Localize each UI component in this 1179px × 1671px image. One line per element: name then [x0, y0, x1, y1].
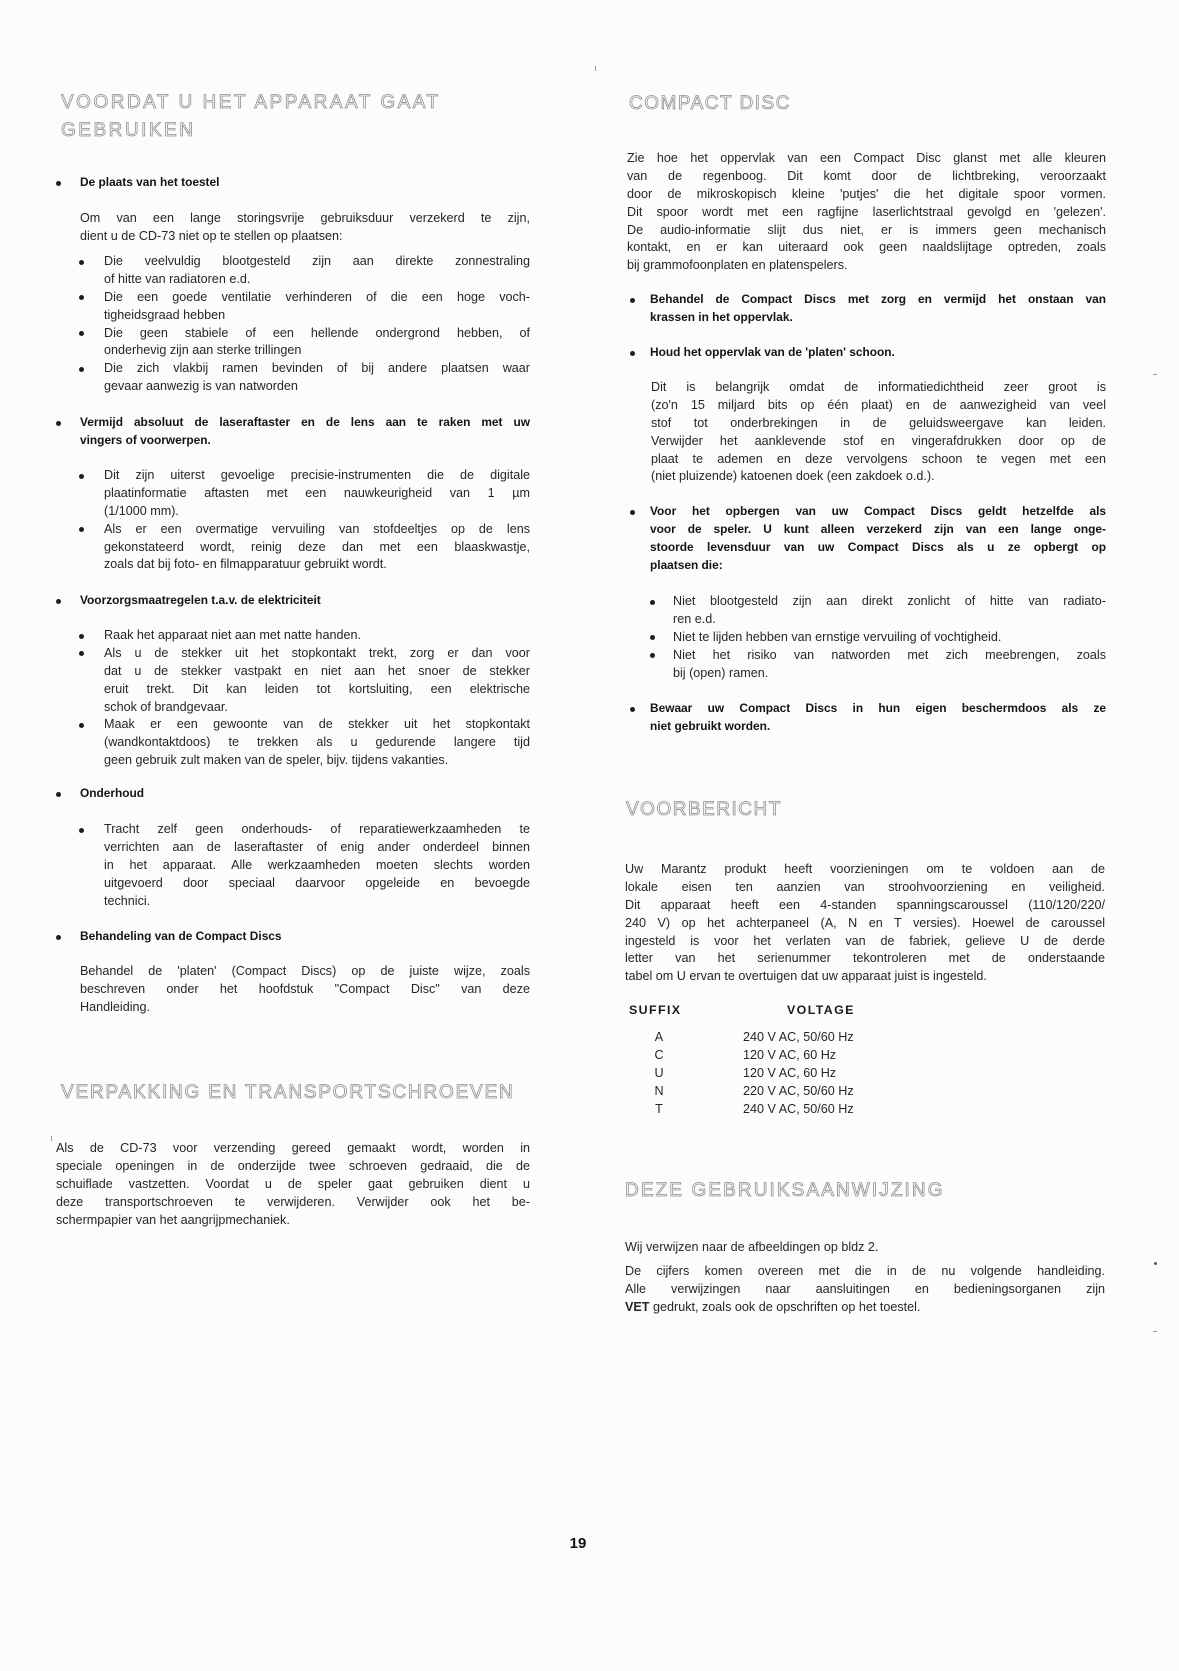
text-line: bij grammofoonplaten en platenspelers.: [627, 258, 848, 273]
heading-line: GEBRUIKEN: [61, 120, 196, 141]
text-line: De cijfers komen overeen met die in de nu volgende handleiding.: [625, 1264, 1105, 1278]
text-line: Behandel de Compact Discs met zorg en vermijd het onstaan van: [650, 292, 1106, 306]
scan-mark: [1154, 1262, 1157, 1265]
list-item: [56, 592, 530, 610]
text-line: 240 V) op het achterpaneel (A, N en T versies). Hoewel de caroussel: [625, 915, 1105, 930]
list-item: [79, 253, 530, 289]
text-line: vingers of voorwerpen.: [80, 432, 211, 447]
list-item: [630, 700, 1106, 736]
text-line-rest: gedrukt, zoals ook de opschriften op het toestel.: [653, 1299, 921, 1314]
bullet-heading-clean: [630, 344, 1106, 362]
text-line: krassen in het oppervlak.: [650, 309, 793, 324]
list-item: [79, 716, 530, 770]
bullet-icon: [630, 298, 635, 303]
section-heading-before-use: [61, 89, 441, 145]
text-line: Om van een lange storingsvrije gebruiksduur verzekerd te zijn,: [80, 211, 530, 225]
text-line: De audio-informatie slijt dus niet, er is immers geen mechanisch: [627, 222, 1106, 237]
list-item: [79, 645, 530, 717]
list-item: [630, 291, 1106, 327]
text-line: beschreven onder het hoofdstuk "Compact Disc" van deze: [80, 981, 530, 996]
list-item: [650, 647, 1106, 683]
text-line: Als de CD-73 voor verzending gereed gemaakt wordt, worden in: [56, 1141, 530, 1155]
bullet-heading-storage: [630, 503, 1106, 575]
bullet-icon: [56, 181, 61, 186]
placement-list: [79, 253, 530, 396]
text-line: Houd het oppervlak van de 'platen' schoon.: [650, 345, 895, 359]
text-line: Zie hoe het oppervlak van een Compact Disc glanst met alle kleuren: [627, 151, 1106, 165]
bullet-icon: [56, 599, 61, 604]
bullet-icon: [79, 828, 84, 833]
table-row: [640, 1029, 940, 1047]
text-line: schok of brandgevaar.: [104, 699, 228, 714]
text-line: (1/1000 mm).: [104, 503, 179, 518]
list-item: [56, 174, 530, 192]
text-line: Niet blootgesteld zijn aan direkt zonlicht of hitte van radiato-: [673, 594, 1106, 608]
text-line: Als u de stekker uit het stopkontakt trekt, zorg er dan voor: [104, 645, 530, 660]
list-item: [56, 414, 530, 450]
text-line: [625, 1299, 1105, 1317]
text-line: in het apparaat. Alle werkzaamheden moeten slechts worden: [104, 857, 530, 872]
table-row: [640, 1047, 940, 1065]
list-item: [650, 629, 1106, 647]
text-line: Die zich vlakbij ramen bevinden of bij andere plaatsen waar: [104, 361, 530, 376]
bullet-icon: [79, 474, 84, 479]
voltage-cell: 120 V AC, 60 Hz: [743, 1065, 837, 1080]
voltage-cell: 240 V AC, 50/60 Hz: [743, 1030, 854, 1044]
text-line: dient u de CD-73 niet op te stellen op plaatsen:: [80, 228, 343, 243]
text-line: plaatsen die:: [650, 557, 723, 572]
text-line: schermpapier van het aangrijpmechaniek.: [56, 1212, 290, 1227]
bullet-heading-placement: [56, 174, 530, 192]
bullet-icon: [79, 527, 84, 532]
text-line: deze transportschroeven te verwijderen. Verwijder ook het be-: [56, 1194, 530, 1209]
table-header-suffix: SUFFIX: [629, 1003, 682, 1017]
electricity-list: [79, 627, 530, 770]
text-line: Niet te lijden hebben van ernstige vervuiling of vochtigheid.: [673, 629, 1002, 644]
text-line: voor de speler. U kunt alleen verzekerd zijn van een lange onge-: [650, 521, 1106, 536]
bullet-heading-handle: [630, 291, 1106, 327]
bullet-icon: [79, 723, 84, 728]
text-line: Behandeling van de Compact Discs: [80, 929, 282, 943]
storage-list: [650, 593, 1106, 682]
text-line: De plaats van het toestel: [80, 175, 220, 189]
list-item: [79, 289, 530, 325]
compact-disc-intro: [627, 150, 1106, 275]
bullet-icon: [630, 351, 635, 356]
bullet-icon: [79, 295, 84, 300]
text-line: gekonstateerd wordt, reinig deze dan met een blaaskwastje,: [104, 539, 530, 554]
text-line: ingesteld is voor het verlaten van de fabriek, gelieve U de derde: [625, 933, 1105, 948]
text-line: Alle verwijzingen naar aansluitingen en bedieningsorganen zijn: [625, 1281, 1105, 1296]
text-line: gevaar aanwezig is van natworden: [104, 379, 298, 394]
text-line: tigheidsgraad hebben: [104, 307, 226, 322]
list-item: [630, 503, 1106, 575]
discs-paragraph: [80, 963, 530, 1017]
list-item: [79, 821, 530, 910]
table-row: [640, 1083, 940, 1101]
text-line: Verwijder het aanklevende stof en vingerafdrukken door op de: [651, 433, 1106, 448]
bullet-icon: [79, 260, 84, 265]
text-line: ren e.d.: [673, 611, 716, 626]
text-line: kontakt, en er kan uiteraard ook geen naaldslijtage optreden, zoals: [627, 240, 1106, 255]
text-line: Wij verwijzen naar de afbeeldingen op bldz 2.: [625, 1240, 879, 1254]
suffix-cell: T: [655, 1101, 663, 1116]
text-line: eruit trekt. Dit kan leiden tot kortsluiting, een elektrische: [104, 681, 530, 696]
page-number: 19: [569, 1535, 587, 1552]
text-line: Onderhoud: [80, 786, 145, 800]
table-row: [640, 1065, 940, 1083]
list-item: [79, 360, 530, 396]
scan-mark: [1153, 374, 1157, 375]
text-line: Uw Marantz produkt heeft voorzieningen om te voldoen aan de: [625, 862, 1105, 876]
text-line: Behandel de 'platen' (Compact Discs) op de juiste wijze, zoals: [80, 964, 530, 978]
list-item: [56, 928, 530, 946]
section-heading-manual: DEZE GEBRUIKSAANWIJZING: [625, 1180, 945, 1201]
text-line: dat u de stekker vastpakt en niet aan het snoer de stekker: [104, 663, 530, 678]
manual-reference: [625, 1239, 1105, 1257]
suffix-cell: U: [654, 1065, 664, 1080]
manual-paragraph: [625, 1263, 1105, 1317]
section-heading-packing: VERPAKKING EN TRANSPORTSCHROEVEN: [61, 1082, 515, 1103]
voltage-cell: 220 V AC, 50/60 Hz: [743, 1083, 854, 1098]
text-line: letter van het serienummer tekontroleren met de onderstaande: [625, 951, 1105, 966]
list-item: [630, 344, 1106, 362]
text-line: lokale eisen ten aanzien van stroohvoorziening en veiligheid.: [625, 879, 1105, 894]
text-line: (niet pluizende) katoenen doek (een zakdoek o.d.).: [651, 469, 935, 484]
text-line: door de mikroskopisch kleine 'putjes' die het digitale spoor vormen.: [627, 186, 1106, 201]
text-line: verrichten aan de laseraftaster of enig ander onderdeel binnen: [104, 839, 530, 854]
text-line: Dit is belangrijk omdat de informatiedichtheid zeer groot is: [651, 380, 1106, 394]
text-line: Als er een overmatige vervuiling van stofdeeltjes op de lens: [104, 521, 530, 536]
text-line: plaat te ademen en deze vervolgens schoon te vegen met een: [651, 451, 1106, 466]
text-line: Niet het risiko van natworden met zich meebrengen, zoals: [673, 647, 1106, 662]
clean-paragraph: [651, 379, 1106, 486]
bullet-icon: [650, 635, 655, 640]
text-line: schuiflade vastzetten. Voordat u de speler gaat gebruiken dient u: [56, 1176, 530, 1191]
suffix-cell: A: [654, 1030, 664, 1044]
text-line: tabel om U ervan te overtuigen dat uw apparaat juist is ingesteld.: [625, 969, 987, 984]
bullet-icon: [56, 792, 61, 797]
voltage-cell: 120 V AC, 60 Hz: [743, 1047, 837, 1062]
text-line: van de regenboog. Dit komt door de lichtbreking, veroorzaakt: [627, 168, 1106, 183]
bullet-heading-laser: [56, 414, 530, 450]
suffix-cell: C: [654, 1047, 664, 1062]
text-line: Bewaar uw Compact Discs in hun eigen beschermdoos als ze: [650, 701, 1106, 715]
bullet-icon: [79, 634, 84, 639]
bullet-heading-discs: [56, 928, 530, 946]
bullet-icon: [650, 653, 655, 658]
text-line: plaatinformatie aftasten met een nauwkeurigheid van 1 µm: [104, 485, 530, 500]
section-heading-notice: VOORBERICHT: [626, 799, 782, 820]
heading-line: VOORDAT U HET APPARAAT GAAT: [61, 92, 441, 113]
bullet-icon: [56, 935, 61, 940]
text-line: Die geen stabiele of een hellende ondergrond hebben, of: [104, 325, 530, 340]
text-line: Dit spoor wordt met een ragfijne laserlichtstraal gevolgd en 'gelezen'.: [627, 204, 1106, 219]
text-line: Voor het opbergen van uw Compact Discs geldt hetzelfde als: [650, 504, 1106, 518]
text-line: geen gebruik zult maken van de speler, bijv. tijdens vakanties.: [104, 753, 449, 768]
table-header-voltage: VOLTAGE: [787, 1003, 855, 1017]
text-line: onderhevig zijn aan sterke trillingen: [104, 343, 302, 358]
text-line: Voorzorgsmaatregelen t.a.v. de elektriciteit: [80, 593, 321, 607]
text-line: niet gebruikt worden.: [650, 718, 771, 733]
notice-paragraph: [625, 861, 1105, 986]
laser-list: [79, 467, 530, 574]
suffix-cell: N: [654, 1083, 664, 1098]
text-line: bij (open) ramen.: [673, 665, 769, 680]
bullet-icon: [630, 510, 635, 515]
bullet-icon: [79, 367, 84, 372]
bullet-icon: [630, 707, 635, 712]
packing-paragraph: [56, 1140, 530, 1229]
text-line: Tracht zelf geen onderhouds- of reparatiewerkzaamheden te: [104, 822, 530, 836]
text-line: technici.: [104, 893, 151, 908]
voltage-cell: 240 V AC, 50/60 Hz: [743, 1101, 854, 1116]
bullet-icon: [79, 331, 84, 336]
text-line: Raak het apparaat niet aan met natte handen.: [104, 628, 361, 642]
text-line: Die veelvuldig blootgesteld zijn aan direkte zonnestraling: [104, 254, 530, 268]
list-item: [650, 593, 1106, 629]
text-line: of hitte van radiatoren e.d.: [104, 271, 251, 286]
placement-intro-paragraph: [80, 210, 530, 246]
bullet-heading-electricity: [56, 592, 530, 610]
text-line: stof tot onderbrekingen in de geluidsweergave kan leiden.: [651, 415, 1106, 430]
text-line: Die een goede ventilatie verhinderen of die een hoge voch-: [104, 289, 530, 304]
text-line: Vermijd absoluut de laseraftaster en de lens aan te raken met uw: [80, 415, 530, 429]
text-line: Dit apparaat heeft een 4-standen spanningscaroussel (110/120/220/: [625, 897, 1105, 912]
text-line: Handleiding.: [80, 999, 151, 1014]
text-line: uitgevoerd door speciaal daarvoor opgeleide en bevoegde: [104, 875, 530, 890]
list-item: [79, 627, 530, 645]
text-line: Dit zijn uiterst gevoelige precisie-instrumenten die de digitale: [104, 468, 530, 482]
bullet-heading-case: [630, 700, 1106, 736]
bullet-icon: [79, 651, 84, 656]
bullet-icon: [56, 421, 61, 426]
text-line: (wandkontaktdoos) te trekken als u gedurende langere tijd: [104, 735, 530, 750]
text-line: stoorde levensduur van uw Compact Discs als u ze opbergt op: [650, 539, 1106, 554]
table-row: [640, 1101, 940, 1119]
text-line: speciale openingen in de onderzijde twee schroeven gedraaid, die de: [56, 1158, 530, 1173]
scan-mark: [595, 66, 596, 71]
bullet-icon: [650, 600, 655, 605]
text-line: zoals dat bij foto- en filmapparatuur gebruikt wordt.: [104, 557, 387, 572]
scan-mark: [1153, 1331, 1157, 1332]
bullet-heading-maintenance: [56, 785, 530, 803]
text-line: Maak er een gewoonte van de stekker uit het stopkontakt: [104, 717, 530, 732]
list-item: [79, 521, 530, 575]
list-item: [79, 467, 530, 521]
text-line: (zo'n 15 miljard bits op één plaat) en de aanwezigheid van veel: [651, 397, 1106, 412]
maintenance-list: [79, 821, 530, 910]
scan-mark: [51, 1136, 52, 1141]
list-item: [56, 785, 530, 803]
bold-word: VET: [625, 1299, 650, 1314]
list-item: [79, 325, 530, 361]
section-heading-compact-disc: COMPACT DISC: [629, 93, 791, 114]
